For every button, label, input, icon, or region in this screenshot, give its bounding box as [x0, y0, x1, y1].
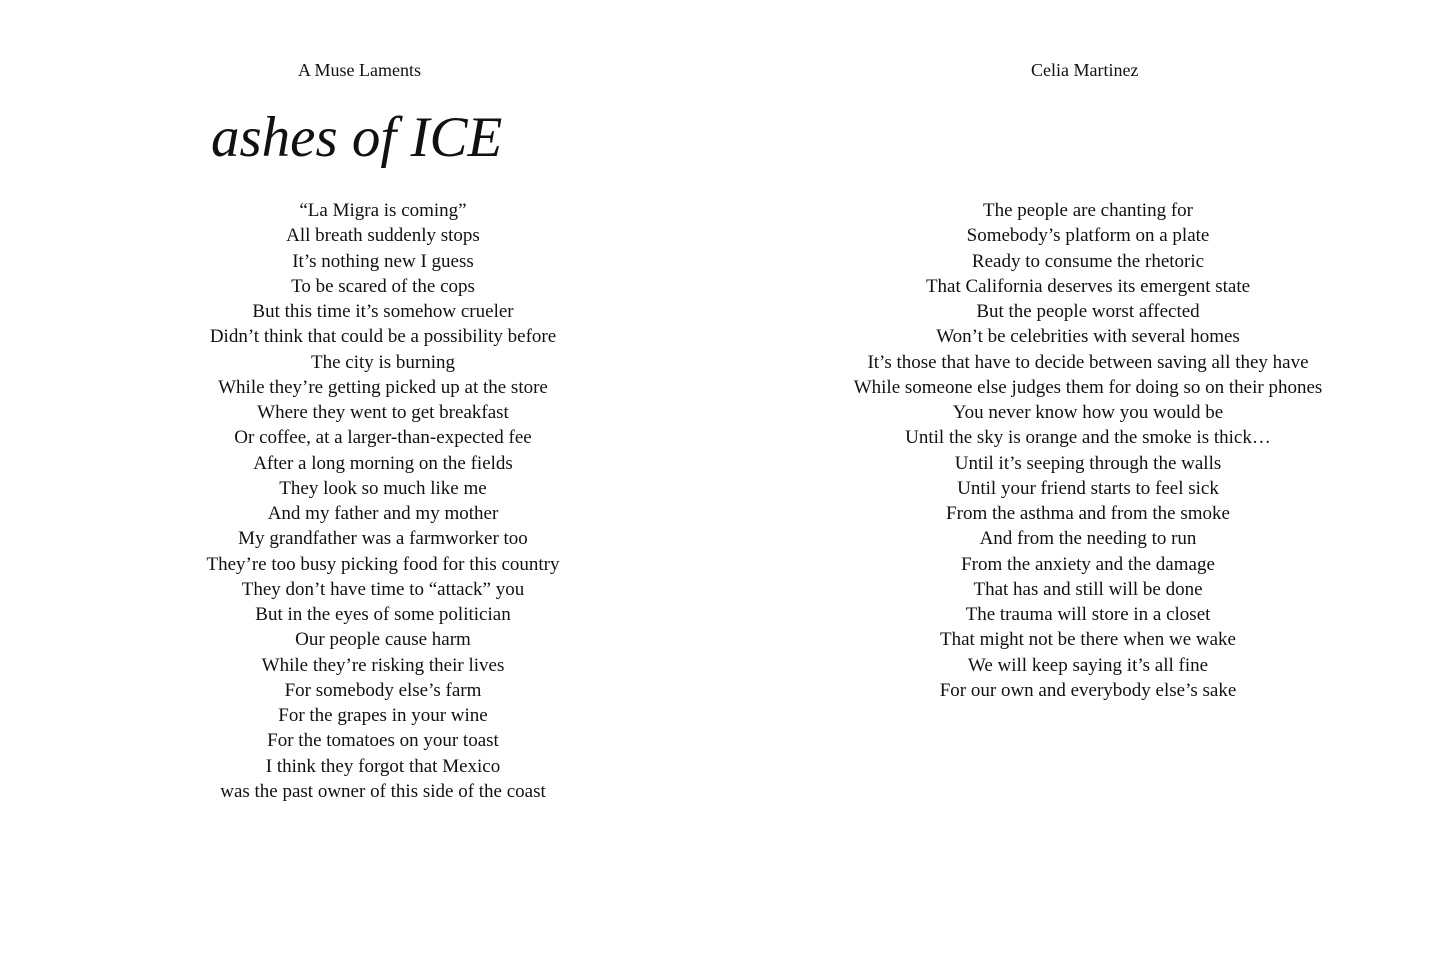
left-page: [0, 0, 722, 963]
poem-line: That might not be there when we wake: [940, 629, 1236, 651]
poem-line: To be scared of the cops: [291, 275, 475, 297]
poem-line: But the people worst affected: [976, 301, 1200, 322]
poem-line: was the past owner of this side of the coast: [220, 780, 546, 802]
poem-line: Where they went to get breakfast: [257, 402, 509, 423]
poem-lines-right: [838, 198, 1338, 703]
poem-line: Until your friend starts to feel sick: [957, 477, 1219, 499]
poem-line: From the anxiety and the damage: [961, 553, 1215, 575]
poem-line: Our people cause harm: [295, 629, 471, 651]
poem-line: They don’t have time to “attack” you: [241, 578, 525, 600]
poem-line: From the asthma and from the smoke: [946, 503, 1230, 524]
poem-line: Or coffee, at a larger-than-expected fee: [234, 427, 532, 449]
poem-line: And from the needing to run: [979, 528, 1197, 550]
poem-line: While they’re getting picked up at the store: [218, 376, 548, 398]
poem-line: While someone else judges them for doing so on their phones: [853, 376, 1323, 398]
poem-line: That has and still will be done: [973, 578, 1203, 600]
poem-line: I think they forgot that Mexico: [265, 755, 501, 777]
right-page: [723, 0, 1445, 963]
book-title-header: A Muse Laments: [298, 60, 421, 80]
poem-line: They’re too busy picking food for this country: [206, 553, 560, 575]
poem-line: Until the sky is orange and the smoke is thick…: [905, 427, 1271, 449]
poem-line: You never know how you would be: [952, 402, 1224, 423]
poem-line: The city is burning: [310, 351, 456, 373]
poem-line: All breath suddenly stops: [286, 225, 480, 247]
poem-line: And my father and my mother: [267, 503, 499, 524]
poem-line: While they’re risking their lives: [261, 654, 505, 676]
poem-line: That California deserves its emergent state: [925, 275, 1251, 297]
poem-line: They look so much like me: [279, 477, 487, 499]
author-name-header: Celia Martinez: [1031, 60, 1139, 80]
poem-line: It’s those that have to decide between saving all they have: [867, 351, 1309, 373]
poem-line: For somebody else’s farm: [284, 679, 482, 701]
poem-line: The trauma will store in a closet: [965, 604, 1211, 625]
poem-title: ashes of ICE: [211, 106, 503, 169]
poem-line: Won’t be celebrities with several homes: [936, 326, 1240, 348]
poem-line: We will keep saying it’s all fine: [967, 654, 1209, 676]
poem-line: Until it’s seeping through the walls: [954, 452, 1222, 474]
poem-line: Didn’t think that could be a possibility before: [209, 326, 557, 348]
poem-lines-left: [183, 198, 583, 804]
poem-line: After a long morning on the fields: [253, 452, 513, 474]
poem-line: Ready to consume the rhetoric: [971, 250, 1205, 272]
poem-line: For the grapes in your wine: [278, 705, 488, 726]
poem-line: It’s nothing new I guess: [292, 250, 474, 272]
poem-line: For our own and everybody else’s sake: [939, 679, 1237, 701]
poem-line: Somebody’s platform on a plate: [966, 225, 1210, 247]
poem-line: “La Migra is coming”: [299, 200, 467, 221]
poem-line: But this time it’s somehow crueler: [252, 301, 514, 322]
poem-line: For the tomatoes on your toast: [267, 730, 499, 752]
poem-line: But in the eyes of some politician: [255, 604, 511, 625]
poem-line: My grandfather was a farmworker too: [238, 528, 528, 550]
poem-line: The people are chanting for: [983, 200, 1193, 221]
